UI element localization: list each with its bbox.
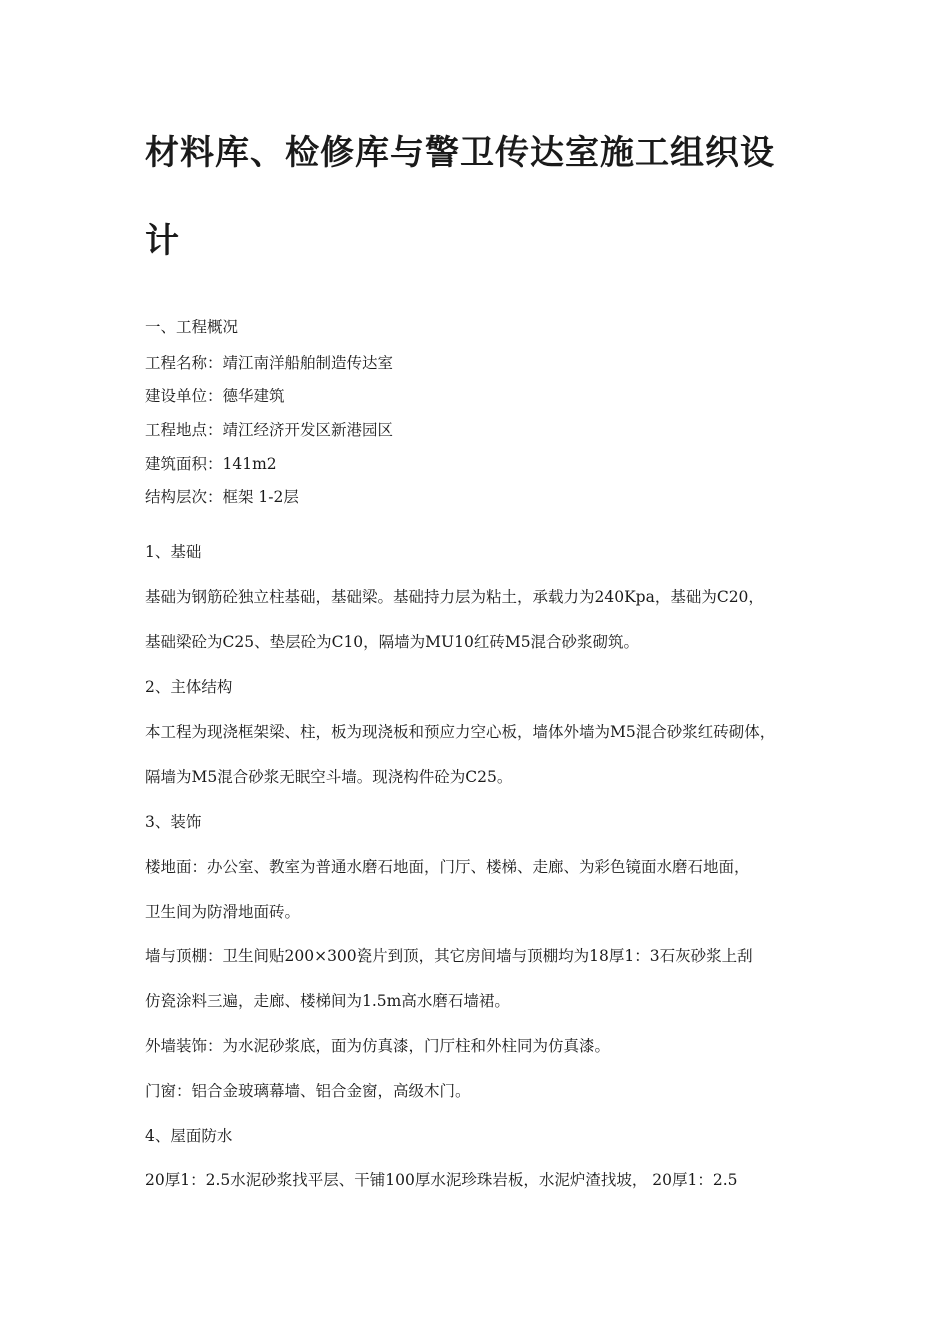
doors-windows-line: 门窗：铝合金玻璃幕墙、铝合金窗，高级木门。 [145,1082,471,1100]
section-heading-decoration: 3、装饰 [145,813,202,831]
floor-paragraph-line-1: 楼地面：办公室、教室为普通水磨石地面，门厅、楼梯、走廊、为彩色镜面水磨石地面， [145,858,750,876]
foundation-paragraph-line-1: 基础为钢筋砼独立柱基础，基础梁。基础持力层为粘土，承载力为240Kpa，基础为C20， [145,588,764,606]
section-heading-roof: 4、屋面防水 [145,1127,233,1145]
builder-line: 建设单位：德华建筑 [145,387,285,405]
foundation-paragraph-line-2: 基础梁砼为C25、垫层砼为C10，隔墙为MU10红砖M5混合砂浆砌筑。 [145,633,640,651]
document-title-line-1: 材料库、检修库与警卫传达室施工组织设 [145,133,775,173]
floor-paragraph-line-2: 卫生间为防滑地面砖。 [145,903,301,921]
wall-paragraph-line-2: 仿瓷涂料三遍，走廊、楼梯间为1.5m高水磨石墙裙。 [145,992,510,1010]
section-heading-overview: 一、工程概况 [145,318,239,336]
main-structure-paragraph-line-2: 隔墙为M5混合砂浆无眠空斗墙。现浇构件砼为C25。 [145,768,513,786]
section-heading-main-structure: 2、主体结构 [145,678,233,696]
project-name-line: 工程名称：靖江南洋船舶制造传达室 [145,354,394,372]
roof-paragraph-line-1: 20厚1：2.5水泥砂浆找平层、干铺100厚水泥珍珠岩板，水泥炉渣找坡， 20厚1：2.5 [145,1171,738,1189]
document-title-line-2: 计 [145,221,180,261]
location-line: 工程地点：靖江经济开发区新港园区 [145,421,394,439]
structure-line: 结构层次：框架 1-2层 [145,488,299,506]
wall-paragraph-line-1: 墙与顶棚：卫生间贴200×300瓷片到顶，其它房间墙与顶棚均为18厚1：3石灰砂浆上刮 [145,947,753,965]
section-heading-foundation: 1、基础 [145,543,202,561]
main-structure-paragraph-line-1: 本工程为现浇框架梁、柱，板为现浇板和预应力空心板，墙体外墙为M5混合砂浆红砖砌体， [145,723,776,741]
area-line: 建筑面积：141m2 [145,455,277,473]
exterior-wall-line: 外墙装饰：为水泥砂浆底，面为仿真漆，门厅柱和外柱同为仿真漆。 [145,1037,611,1055]
